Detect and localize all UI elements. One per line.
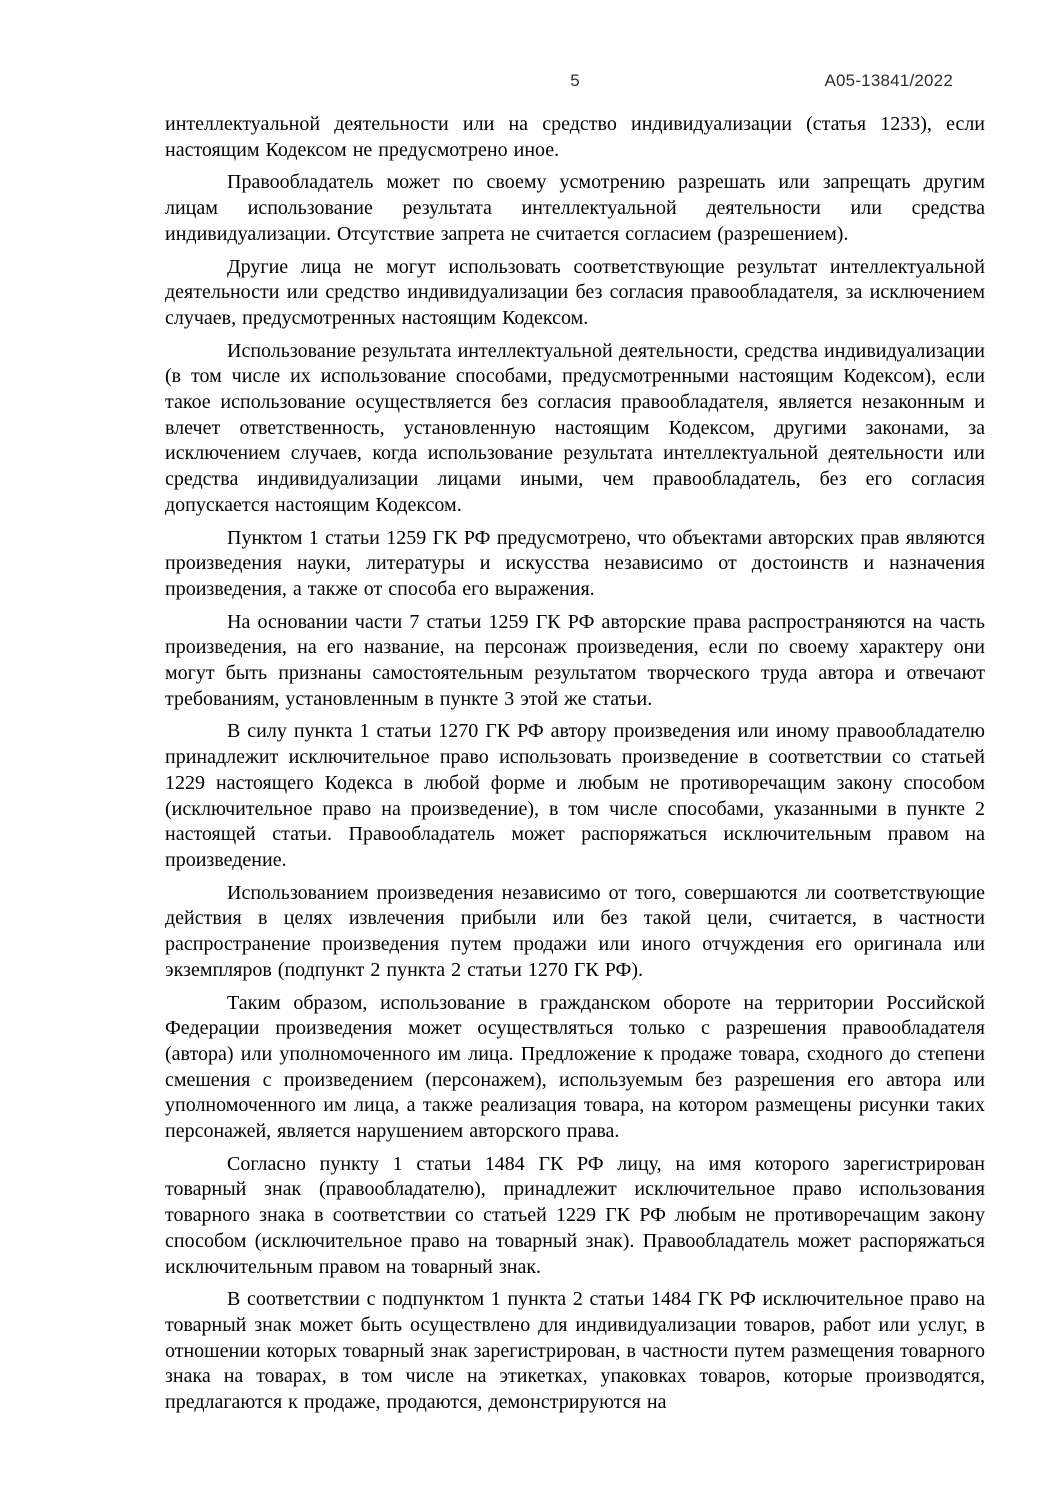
paragraph: Пунктом 1 статьи 1259 ГК РФ предусмотрено, что объектами авторских прав являются произведения науки, литературы и искусства независимо от достоинств и назначения произведения, а также от способа его выражения. bbox=[165, 526, 985, 600]
paragraph: Таким образом, использование в гражданском обороте на территории Российской Федерации произведения может осуществляться только с разрешения правообладателя (автора) или уполномоченного им лица. Предложение к продаже товара, сходного до степени смешения с произведением (персонажем), используемым без разрешения его автора или уполномоченного им лица, а также реализация товара, на котором размещены рисунки таких персонажей, является нарушением авторского права. bbox=[165, 991, 985, 1143]
page-number: 5 bbox=[570, 71, 580, 90]
paragraph: Правообладатель может по своему усмотрению разрешать или запрещать другим лицам использование результата интеллектуальной деятельности или средства индивидуализации. Отсутствие запрета не считается согласием (разрешением). bbox=[165, 171, 985, 245]
paragraph: В соответствии с подпунктом 1 пункта 2 статьи 1484 ГК РФ исключительное право на товарный знак может быть осуществлено для индивидуализации товаров, работ или услуг, в отношении которых товарный знак зарегистрирован, в частности путем размещения товарного знака на товарах, в том числе на этикетках, упаковках товаров, которые производятся, предлагаются к продаже, продаются, демонстрируются на bbox=[165, 1288, 985, 1414]
paragraph: Использование результата интеллектуальной деятельности, средства индивидуализации (в том числе их использование способами, предусмотренными настоящим Кодексом), если такое использование осуществляется без согласия правообладателя, является незаконным и влечет ответственность, установленную настоящим Кодексом, другими законами, за исключением случаев, когда использование результата интеллектуальной деятельности или средства индивидуализации лицами иными, чем правообладатель, без его согласия допускается настоящим Кодексом. bbox=[165, 339, 985, 516]
document-body bbox=[165, 112, 985, 1416]
paragraph: На основании части 7 статьи 1259 ГК РФ авторские права распространяются на часть произведения, на его название, на персонаж произведения, если по своему характеру они могут быть признаны самостоятельным результатом творческого труда автора и отвечают требованиям, установленным в пункте 3 этой же статьи. bbox=[165, 610, 985, 710]
paragraph: Другие лица не могут использовать соответствующие результат интеллектуальной деятельности или средство индивидуализации без согласия правообладателя, за исключением случаев, предусмотренных настоящим Кодексом. bbox=[165, 255, 985, 329]
paragraph: В силу пункта 1 статьи 1270 ГК РФ автору произведения или иному правообладателю принадлежит исключительное право использовать произведение в соответствии со статьей 1229 настоящего Кодекса в любой форме и любым не противоречащим закону способом (исключительное право на произведение), в том числе способами, указанными в пункте 2 настоящей статьи. Правообладатель может распоряжаться исключительным правом на произведение. bbox=[165, 720, 985, 871]
paragraph: Использованием произведения независимо от того, совершаются ли соответствующие действия в целях извлечения прибыли или без такой цели, считается, в частности распространение произведения путем продажи или иного отчуждения его оригинала или экземпляров (подпункт 2 пункта 2 статьи 1270 ГК РФ). bbox=[165, 881, 985, 981]
paragraph: Согласно пункту 1 статьи 1484 ГК РФ лицу, на имя которого зарегистрирован товарный знак (правообладателю), принадлежит исключительное право использования товарного знака в соответствии со статьей 1229 ГК РФ любым не противоречащим закону способом (исключительное право на товарный знак). Правообладатель может распоряжаться исключительным правом на товарный знак. bbox=[165, 1152, 985, 1278]
page-header bbox=[165, 71, 985, 93]
case-number: А05-13841/2022 bbox=[824, 71, 953, 90]
paragraph: интеллектуальной деятельности или на средство индивидуализации (статья 1233), если настоящим Кодексом не предусмотрено иное. bbox=[165, 113, 985, 161]
